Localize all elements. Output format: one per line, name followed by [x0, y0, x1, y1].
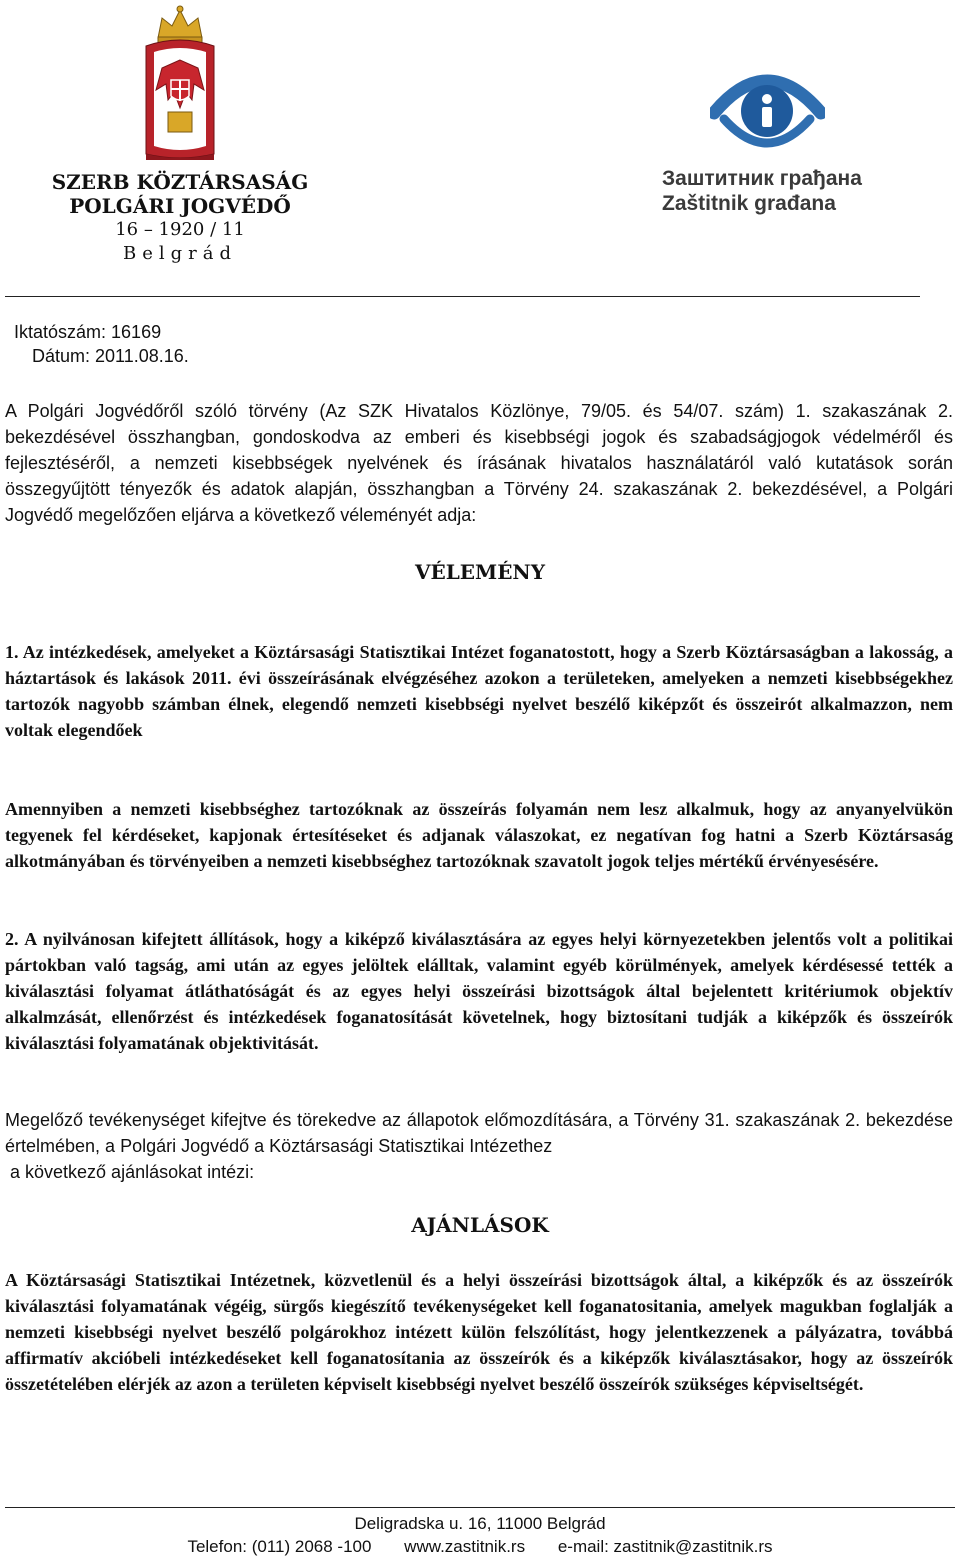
intro-paragraph: A Polgári Jogvédőről szóló törvény (Az SZK Hivatalos Közlönye, 79/05. és 54/07. szám) 1. szakaszának 2. bekezdésével összhangban, gondoskodva az emberi és kisebbségi jogok és szabadságjogok védelméről és fejlesztéséről, a nemzeti kisebbségek nyelvének és írásának hivatalos használatáról való kutatások során összegyűjtött tényezők és adatok alapján, összhangban a Törvény 24. szakaszának 2. bekezdésével, a Polgári Jogvédő megelőzően eljárva a következő véleményét adja:	[5, 401, 953, 525]
footer-contacts	[0, 1535, 960, 1558]
serbia-coat-of-arms-icon	[140, 4, 220, 162]
ombudsman-name-cyrillic: Заштитник грађана	[662, 167, 862, 190]
document-meta	[14, 320, 189, 368]
footer-email-link[interactable]: e-mail: zastitnik@zastitnik.rs	[557, 1537, 773, 1556]
issuer-city: Belgrád	[122, 243, 238, 264]
issuer-institution: POLGÁRI JOGVÉDŐ	[69, 194, 291, 218]
opinion-point-1: 1. Az intézkedések, amelyeket a Köztársasági Statisztikai Intézet foganatostott, hogy a Szerb Köztársaságban a lakosság, a háztartások és lakások 2011. évi összeírásának elvégzéséhez azokon a területeken, amelyeken a nemzeti kisebbségekhez tartozók nagyobb számban élnek, elegendő nemzeti kisebbségi nyelvet beszélő kiképzőt és összeirót alkalmazzon, nem voltak elegendőek	[5, 642, 953, 740]
recommendations-heading: AJÁNLÁSOK	[411, 1213, 549, 1237]
file-number: Iktatószám: 16169	[14, 322, 162, 342]
issuer-reference: 16 – 1920 / 11	[115, 219, 245, 240]
recommendation-preamble	[5, 1107, 953, 1185]
footer-divider	[5, 1507, 955, 1508]
issuer-block	[40, 170, 320, 266]
footer-address: Deligradska u. 16, 11000 Belgrád	[354, 1514, 606, 1533]
preamble-line-1: Megelőző tevékenységet kifejtve és törekedve az állapotok előmozdítására, a Törvény 31. szakaszának 2. bekezdése értelmében, a Polgári Jogvédő a Köztársasági Statisztikai Intézethez	[5, 1110, 953, 1156]
opinion-heading: VÉLEMÉNY	[414, 560, 545, 584]
ombudsman-name-latin: Zaštitnik građana	[662, 192, 836, 215]
page-footer	[0, 1512, 960, 1558]
issuer-country: SZERB KÖZTÁRSASÁG	[51, 170, 309, 194]
eye-info-icon	[710, 55, 825, 165]
footer-website-link[interactable]: www.zastitnik.rs	[404, 1537, 526, 1556]
ombudsman-name	[662, 166, 882, 216]
recommendations-text: A Köztársasági Statisztikai Intézetnek, közvetlenül és a helyi összeírási bizottságok által, a kiképzők és az összeírók kiválasztási folyamatának végéig, sürgős kiegészítő tevékenységeket kell foganatositania, amelyek magukban foglalják a nemzeti kisebbségi nyelvet beszélő polgárokhoz intézett külön felszólítást, hogy jelentkezzenek a pályázatra, továbbá affirmatív akcióbeli intézkedéseket kell foganatosítania az összeírók és a kiképzők kiválasztásakor, hogy az összeírók összetételében elérjék az azon a területen képviselt kisebbségi nyelvet beszélő összeírók szükséges képviseltségét.	[5, 1270, 953, 1394]
footer-phone: Telefon: (011) 2068 -100	[187, 1537, 372, 1556]
opinion-point-1-consequence: Amennyiben a nemzeti kisebbséghez tartozóknak az összeírás folyamán nem lesz alkalmuk, hogy az anyanyelvükön tegyenek fel kérdéseket, kapjonak értesítéseket és adjanak válaszokat, ez negatívan fog hatni a Szerb Köztársaság alkotmányában és törvényeiben a nemzeti kisebbséghez tartozóknak szavatolt jogok teljes mértékű érvényesésére.	[5, 799, 953, 871]
document-date: Dátum: 2011.08.16.	[32, 346, 189, 366]
preamble-line-2: a következő ajánlásokat intézi:	[5, 1162, 255, 1182]
header-divider	[5, 296, 920, 297]
opinion-point-2: 2. A nyilvánosan kifejtett állítások, hogy a kiképző kiválasztására az egyes helyi környezetekben jelentős volt a politikai pártokban való tagság, ami után az egyes jelöltek elálltak, valamint egyéb körülmények, amelyek kérdésessé tették a kiválasztási folyamat átláthatóságát és az egyes helyi összeírási bizottságok által bejelentett kritériumok objektív alkalmzását, ellenőrzést és intézkedések foganatosítását követelnek, hogy biztosítani tudják a kiképzők és összeírók kiválasztási folyamatának objektivitását.	[5, 929, 953, 1053]
